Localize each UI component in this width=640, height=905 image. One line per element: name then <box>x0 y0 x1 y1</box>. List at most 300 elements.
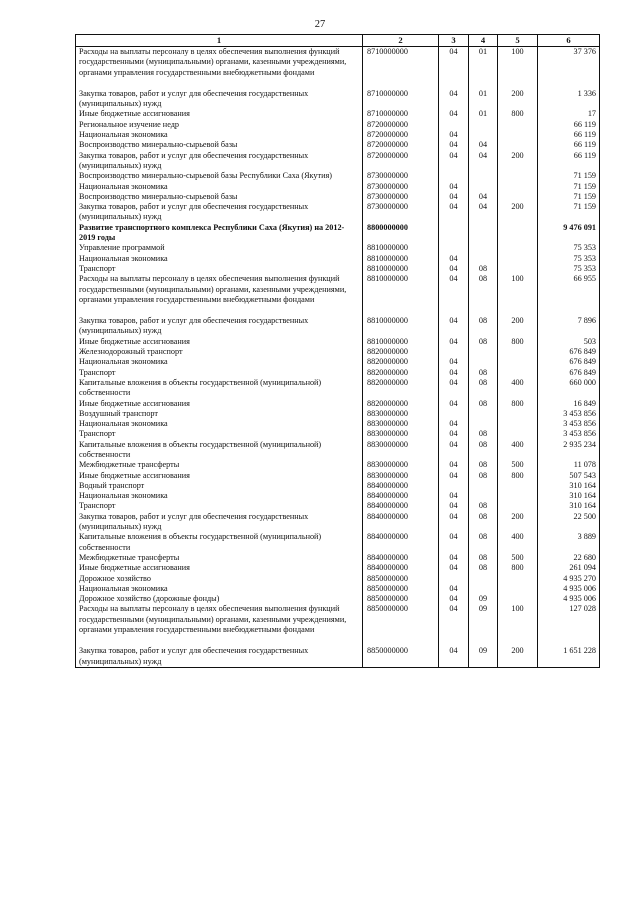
spacer-cell <box>498 305 538 316</box>
row-code: 8830000000 <box>363 409 439 419</box>
table-row <box>76 47 600 78</box>
row-amount: 71 159 <box>538 171 600 181</box>
row-name: Закупка товаров, работ и услуг для обеспечения государственных (муниципальных) нужд <box>76 646 363 667</box>
row-subsection <box>469 584 498 594</box>
row-expense-type <box>498 254 538 264</box>
row-amount: 127 028 <box>538 604 600 635</box>
row-expense-type: 200 <box>498 89 538 110</box>
table-row <box>76 337 600 347</box>
row-name: Транспорт <box>76 264 363 274</box>
table-body <box>76 47 600 668</box>
row-subsection: 09 <box>469 604 498 635</box>
row-code: 8830000000 <box>363 460 439 470</box>
row-name: Иные бюджетные ассигнования <box>76 109 363 119</box>
table-row <box>76 264 600 274</box>
row-name: Капитальные вложения в объекты государственной (муниципальной) собственности <box>76 440 363 461</box>
table-row <box>76 192 600 202</box>
row-expense-type <box>498 264 538 274</box>
row-section <box>439 481 469 491</box>
row-amount: 75 353 <box>538 264 600 274</box>
row-amount: 7 896 <box>538 316 600 337</box>
row-name: Управление программой <box>76 243 363 253</box>
row-spacer <box>76 78 600 89</box>
table-row <box>76 563 600 573</box>
row-amount: 37 376 <box>538 47 600 78</box>
row-name: Национальная экономика <box>76 182 363 192</box>
row-code: 8810000000 <box>363 264 439 274</box>
spacer-cell <box>538 635 600 646</box>
row-section: 04 <box>439 47 469 78</box>
row-section: 04 <box>439 109 469 119</box>
row-section: 04 <box>439 140 469 150</box>
row-section: 04 <box>439 471 469 481</box>
page-number: 27 <box>314 19 326 30</box>
table-row <box>76 594 600 604</box>
row-section: 04 <box>439 316 469 337</box>
row-expense-type: 400 <box>498 440 538 461</box>
row-amount: 3 453 856 <box>538 419 600 429</box>
spacer-cell <box>538 78 600 89</box>
row-expense-type: 200 <box>498 202 538 223</box>
header-col-4: 4 <box>469 35 498 47</box>
table-row <box>76 646 600 667</box>
row-code: 8820000000 <box>363 378 439 399</box>
row-subsection: 01 <box>469 109 498 119</box>
row-amount: 66 119 <box>538 151 600 172</box>
row-amount: 66 119 <box>538 140 600 150</box>
row-name: Закупка товаров, работ и услуг для обеспечения государственных (муниципальных) нужд <box>76 151 363 172</box>
row-subsection: 08 <box>469 274 498 305</box>
row-expense-type: 100 <box>498 604 538 635</box>
row-code: 8820000000 <box>363 399 439 409</box>
row-name: Национальная экономика <box>76 491 363 501</box>
table-row <box>76 89 600 110</box>
row-subsection: 08 <box>469 440 498 461</box>
row-expense-type <box>498 120 538 130</box>
row-name: Дорожное хозяйство (дорожные фонды) <box>76 594 363 604</box>
row-name: Закупка товаров, работ и услуг для обеспечения государственных (муниципальных) нужд <box>76 512 363 533</box>
row-subsection: 08 <box>469 501 498 511</box>
table-row <box>76 202 600 223</box>
row-subsection <box>469 130 498 140</box>
row-code: 8720000000 <box>363 140 439 150</box>
table-row <box>76 604 600 635</box>
row-section: 04 <box>439 368 469 378</box>
row-code: 8720000000 <box>363 130 439 140</box>
row-subsection <box>469 409 498 419</box>
row-subsection <box>469 243 498 253</box>
table-header <box>76 35 600 47</box>
row-section: 04 <box>439 512 469 533</box>
row-amount: 66 955 <box>538 274 600 305</box>
row-code: 8840000000 <box>363 512 439 533</box>
row-name: Воздушный транспорт <box>76 409 363 419</box>
row-expense-type: 100 <box>498 274 538 305</box>
spacer-cell <box>363 635 439 646</box>
row-subsection: 08 <box>469 512 498 533</box>
row-amount: 66 119 <box>538 130 600 140</box>
row-code: 8850000000 <box>363 604 439 635</box>
row-name: Региональное изучение недр <box>76 120 363 130</box>
row-code: 8850000000 <box>363 574 439 584</box>
row-section: 04 <box>439 440 469 461</box>
row-name: Транспорт <box>76 501 363 511</box>
spacer-cell <box>469 305 498 316</box>
row-spacer <box>76 305 600 316</box>
table-row <box>76 109 600 119</box>
spacer-cell <box>439 635 469 646</box>
row-subsection: 04 <box>469 140 498 150</box>
row-amount: 676 849 <box>538 347 600 357</box>
row-amount: 71 159 <box>538 192 600 202</box>
row-name: Национальная экономика <box>76 419 363 429</box>
row-amount: 75 353 <box>538 254 600 264</box>
row-subsection: 08 <box>469 368 498 378</box>
row-expense-type <box>498 584 538 594</box>
row-amount: 660 000 <box>538 378 600 399</box>
row-expense-type <box>498 594 538 604</box>
row-amount: 11 078 <box>538 460 600 470</box>
row-code: 8830000000 <box>363 471 439 481</box>
row-subsection: 08 <box>469 399 498 409</box>
row-code: 8840000000 <box>363 491 439 501</box>
row-code: 8820000000 <box>363 357 439 367</box>
table-row <box>76 171 600 181</box>
row-section: 04 <box>439 192 469 202</box>
row-subsection: 08 <box>469 563 498 573</box>
row-amount: 16 849 <box>538 399 600 409</box>
row-expense-type: 200 <box>498 512 538 533</box>
row-expense-type: 400 <box>498 378 538 399</box>
row-subsection: 08 <box>469 532 498 553</box>
row-expense-type: 800 <box>498 399 538 409</box>
row-section <box>439 223 469 244</box>
row-amount: 676 849 <box>538 368 600 378</box>
row-amount: 66 119 <box>538 120 600 130</box>
row-section: 04 <box>439 491 469 501</box>
row-section: 04 <box>439 553 469 563</box>
row-name: Иные бюджетные ассигнования <box>76 563 363 573</box>
table-row <box>76 491 600 501</box>
row-section: 04 <box>439 429 469 439</box>
row-name: Железнодорожный транспорт <box>76 347 363 357</box>
row-subsection: 09 <box>469 594 498 604</box>
table-row <box>76 419 600 429</box>
row-expense-type: 800 <box>498 109 538 119</box>
table-row <box>76 574 600 584</box>
table-row <box>76 440 600 461</box>
row-code: 8850000000 <box>363 584 439 594</box>
header-col-6: 6 <box>538 35 600 47</box>
row-expense-type <box>498 357 538 367</box>
spacer-cell <box>76 305 363 316</box>
row-name: Капитальные вложения в объекты государственной (муниципальной) собственности <box>76 378 363 399</box>
table-row <box>76 399 600 409</box>
row-amount: 1 336 <box>538 89 600 110</box>
row-amount: 9 476 091 <box>538 223 600 244</box>
row-code: 8730000000 <box>363 202 439 223</box>
row-subsection <box>469 171 498 181</box>
row-subsection <box>469 491 498 501</box>
row-expense-type: 800 <box>498 471 538 481</box>
row-section: 04 <box>439 532 469 553</box>
row-amount: 261 094 <box>538 563 600 573</box>
header-col-5: 5 <box>498 35 538 47</box>
row-subsection <box>469 182 498 192</box>
row-expense-type <box>498 491 538 501</box>
table-row <box>76 151 600 172</box>
row-amount: 310 164 <box>538 481 600 491</box>
row-expense-type: 100 <box>498 47 538 78</box>
table-row <box>76 378 600 399</box>
row-expense-type: 800 <box>498 563 538 573</box>
row-subsection: 08 <box>469 471 498 481</box>
spacer-cell <box>538 305 600 316</box>
row-amount: 1 651 228 <box>538 646 600 667</box>
row-subsection <box>469 357 498 367</box>
row-name: Закупка товаров, работ и услуг для обеспечения государственных (муниципальных) нужд <box>76 202 363 223</box>
row-code: 8720000000 <box>363 120 439 130</box>
table-row <box>76 471 600 481</box>
table-row <box>76 223 600 244</box>
row-expense-type: 200 <box>498 316 538 337</box>
table-row <box>76 409 600 419</box>
row-amount: 17 <box>538 109 600 119</box>
row-subsection <box>469 223 498 244</box>
table-row <box>76 316 600 337</box>
row-subsection: 08 <box>469 264 498 274</box>
spacer-cell <box>439 305 469 316</box>
table-row <box>76 501 600 511</box>
row-expense-type <box>498 501 538 511</box>
row-name: Национальная экономика <box>76 130 363 140</box>
table-row <box>76 347 600 357</box>
row-amount: 71 159 <box>538 202 600 223</box>
row-section: 04 <box>439 254 469 264</box>
row-code: 8830000000 <box>363 440 439 461</box>
row-amount: 22 500 <box>538 512 600 533</box>
row-expense-type <box>498 192 538 202</box>
row-code: 8730000000 <box>363 171 439 181</box>
row-subsection <box>469 574 498 584</box>
row-amount: 4 935 006 <box>538 594 600 604</box>
row-expense-type <box>498 140 538 150</box>
table-row <box>76 368 600 378</box>
spacer-cell <box>469 635 498 646</box>
row-subsection <box>469 347 498 357</box>
row-section: 04 <box>439 378 469 399</box>
row-section <box>439 120 469 130</box>
row-section: 04 <box>439 563 469 573</box>
row-amount: 71 159 <box>538 182 600 192</box>
row-expense-type <box>498 130 538 140</box>
spacer-cell <box>76 635 363 646</box>
row-amount: 4 935 270 <box>538 574 600 584</box>
row-subsection: 01 <box>469 47 498 78</box>
row-expense-type: 500 <box>498 460 538 470</box>
row-subsection: 08 <box>469 337 498 347</box>
row-amount: 4 935 006 <box>538 584 600 594</box>
row-amount: 310 164 <box>538 491 600 501</box>
row-expense-type: 200 <box>498 151 538 172</box>
row-name: Межбюджетные трансферты <box>76 460 363 470</box>
row-name: Закупка товаров, работ и услуг для обеспечения государственных (муниципальных) нужд <box>76 89 363 110</box>
row-section: 04 <box>439 584 469 594</box>
table-row <box>76 243 600 253</box>
budget-table <box>75 34 600 668</box>
row-section: 04 <box>439 419 469 429</box>
row-amount: 3 453 856 <box>538 429 600 439</box>
row-spacer <box>76 635 600 646</box>
row-section: 04 <box>439 151 469 172</box>
row-name: Национальная экономика <box>76 584 363 594</box>
table-row <box>76 429 600 439</box>
table-row <box>76 532 600 553</box>
row-amount: 3 453 856 <box>538 409 600 419</box>
row-name: Воспроизводство минерально-сырьевой базы <box>76 192 363 202</box>
row-subsection: 08 <box>469 429 498 439</box>
row-amount: 22 680 <box>538 553 600 563</box>
row-subsection <box>469 254 498 264</box>
row-section <box>439 574 469 584</box>
row-code: 8830000000 <box>363 419 439 429</box>
row-section: 04 <box>439 604 469 635</box>
row-expense-type <box>498 243 538 253</box>
spacer-cell <box>498 635 538 646</box>
row-expense-type <box>498 419 538 429</box>
row-code: 8810000000 <box>363 254 439 264</box>
row-code: 8820000000 <box>363 347 439 357</box>
row-section: 04 <box>439 337 469 347</box>
table-row <box>76 553 600 563</box>
row-expense-type <box>498 171 538 181</box>
row-section: 04 <box>439 460 469 470</box>
row-name: Иные бюджетные ассигнования <box>76 399 363 409</box>
row-amount: 676 849 <box>538 357 600 367</box>
row-code: 8840000000 <box>363 532 439 553</box>
row-code: 8810000000 <box>363 316 439 337</box>
row-name: Капитальные вложения в объекты государственной (муниципальной) собственности <box>76 532 363 553</box>
row-section: 04 <box>439 501 469 511</box>
table-row <box>76 254 600 264</box>
row-name: Воспроизводство минерально-сырьевой базы Республики Саха (Якутия) <box>76 171 363 181</box>
spacer-cell <box>439 78 469 89</box>
row-name: Закупка товаров, работ и услуг для обеспечения государственных (муниципальных) нужд <box>76 316 363 337</box>
row-subsection: 04 <box>469 151 498 172</box>
row-section <box>439 243 469 253</box>
table-row <box>76 182 600 192</box>
header-col-3: 3 <box>439 35 469 47</box>
row-expense-type: 800 <box>498 337 538 347</box>
table-row <box>76 584 600 594</box>
row-section: 04 <box>439 89 469 110</box>
table-row <box>76 460 600 470</box>
row-subsection: 04 <box>469 192 498 202</box>
row-code: 8840000000 <box>363 553 439 563</box>
row-amount: 2 935 234 <box>538 440 600 461</box>
row-section: 04 <box>439 357 469 367</box>
row-name: Воспроизводство минерально-сырьевой базы <box>76 140 363 150</box>
row-expense-type <box>498 481 538 491</box>
table-row <box>76 140 600 150</box>
row-section: 04 <box>439 202 469 223</box>
row-section <box>439 409 469 419</box>
table-row <box>76 481 600 491</box>
row-amount: 503 <box>538 337 600 347</box>
row-section: 04 <box>439 130 469 140</box>
row-subsection: 08 <box>469 378 498 399</box>
header-col-2: 2 <box>363 35 439 47</box>
row-section <box>439 347 469 357</box>
row-code: 8830000000 <box>363 429 439 439</box>
row-section: 04 <box>439 182 469 192</box>
row-amount: 3 889 <box>538 532 600 553</box>
row-name: Межбюджетные трансферты <box>76 553 363 563</box>
row-name: Национальная экономика <box>76 357 363 367</box>
row-amount: 75 353 <box>538 243 600 253</box>
row-name: Иные бюджетные ассигнования <box>76 471 363 481</box>
row-name: Дорожное хозяйство <box>76 574 363 584</box>
row-subsection: 08 <box>469 460 498 470</box>
row-code: 8850000000 <box>363 646 439 667</box>
row-subsection: 01 <box>469 89 498 110</box>
row-code: 8800000000 <box>363 223 439 244</box>
spacer-cell <box>76 78 363 89</box>
row-section: 04 <box>439 274 469 305</box>
row-code: 8720000000 <box>363 151 439 172</box>
row-code: 8730000000 <box>363 182 439 192</box>
row-subsection <box>469 120 498 130</box>
row-subsection: 04 <box>469 202 498 223</box>
table-row <box>76 130 600 140</box>
row-name: Водный транспорт <box>76 481 363 491</box>
row-expense-type <box>498 409 538 419</box>
row-code: 8710000000 <box>363 109 439 119</box>
row-subsection <box>469 481 498 491</box>
spacer-cell <box>469 78 498 89</box>
row-expense-type <box>498 574 538 584</box>
row-code: 8730000000 <box>363 192 439 202</box>
row-name: Транспорт <box>76 368 363 378</box>
row-expense-type <box>498 223 538 244</box>
row-subsection <box>469 419 498 429</box>
row-expense-type <box>498 368 538 378</box>
row-code: 8710000000 <box>363 47 439 78</box>
row-expense-type: 500 <box>498 553 538 563</box>
table-row <box>76 120 600 130</box>
row-section: 04 <box>439 646 469 667</box>
row-expense-type <box>498 347 538 357</box>
table-row <box>76 512 600 533</box>
row-amount: 507 543 <box>538 471 600 481</box>
row-section: 04 <box>439 399 469 409</box>
row-name: Национальная экономика <box>76 254 363 264</box>
row-subsection: 08 <box>469 553 498 563</box>
table-row <box>76 274 600 305</box>
row-code: 8840000000 <box>363 563 439 573</box>
row-name: Расходы на выплаты персоналу в целях обеспечения выполнения функций государственными (муниципальными) органами, казенными учреждениями, органами управления государственными внебюджетными фондами <box>76 47 363 78</box>
row-subsection: 09 <box>469 646 498 667</box>
row-expense-type <box>498 182 538 192</box>
row-expense-type: 200 <box>498 646 538 667</box>
row-expense-type: 400 <box>498 532 538 553</box>
row-code: 8840000000 <box>363 481 439 491</box>
row-code: 8850000000 <box>363 594 439 604</box>
row-name: Иные бюджетные ассигнования <box>76 337 363 347</box>
row-expense-type <box>498 429 538 439</box>
row-section <box>439 171 469 181</box>
row-subsection: 08 <box>469 316 498 337</box>
